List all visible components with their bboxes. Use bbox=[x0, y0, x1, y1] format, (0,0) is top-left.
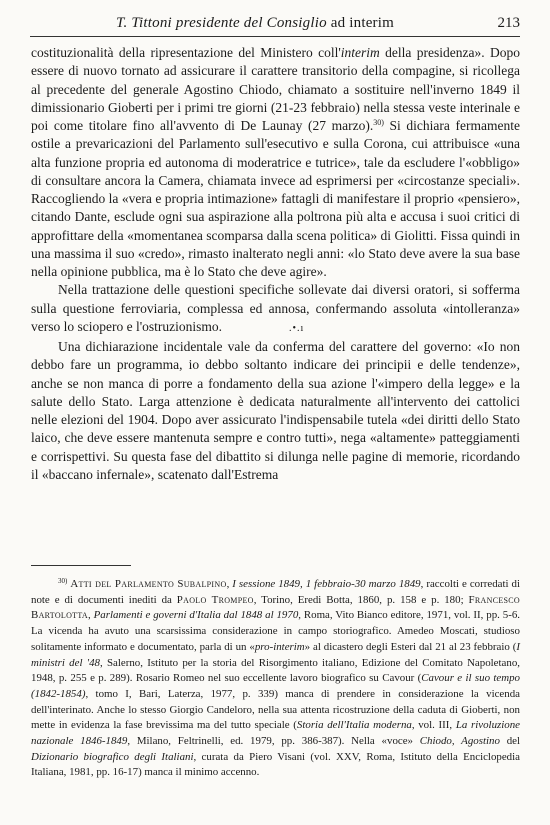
running-title bbox=[30, 15, 480, 32]
footnote-30 bbox=[31, 577, 520, 781]
fn-s6: , Torino, Eredi Botta, 1860, p. 158 e p. 180; bbox=[253, 593, 469, 606]
fn-s9: Parlamenti e governi d'Italia dal 1848 al 1970 bbox=[93, 609, 299, 622]
p1-interim: interim bbox=[340, 45, 380, 60]
running-header bbox=[30, 10, 520, 37]
footnote bbox=[31, 577, 520, 781]
fn-s2: , bbox=[226, 578, 233, 590]
p3-text: Una dichiarazione incidentale vale da conferma del carattere del governo: «Io non debbo fare un programma, io debbo soltanto indicare dei principii e delle tendenze», anche se non manca di porre a fondamento della sua azione l'«impero della legge» e la salute dello Stato. Larga attenzione è dedicata naturalmente all'intervento dei cattolici nelle elezioni del 1904. Dopo aver assicurato l'indispensabile tutela «dei diritti dello Stato laico, che deve essere mantenuta sempre e contro tutti», nega «altamente» patteggiamenti e corrispettivi. Su questa fase del dibattito si dilunga nelle pagine di memorie, ricordando il «baccano infernale», scatenato dall'Estrema bbox=[31, 339, 520, 482]
fn-s24: , curata da Piero Visani (vol. XXV, Roma, Istituto della Enciclopedia Italiana, 1981, pp. 16-17) manca il minimo accenno. bbox=[31, 750, 520, 779]
paragraph-1 bbox=[31, 44, 520, 281]
fn-s5: Paolo Trompeo bbox=[176, 593, 254, 606]
page-number: 213 bbox=[497, 15, 520, 31]
fn-s23: Dizionario biografico degli Italiani bbox=[31, 750, 194, 763]
body-text bbox=[31, 44, 520, 484]
fn-s21: Chiodo, Agostino bbox=[419, 735, 500, 748]
fn-s8: , bbox=[88, 609, 94, 622]
paragraph-3 bbox=[31, 338, 520, 484]
fn-s18: , vol. III, bbox=[411, 719, 456, 732]
paragraph-2 bbox=[31, 281, 520, 338]
p1-text-a: costituzionalità della ripresentazione del Ministero coll' bbox=[31, 45, 341, 60]
fn-s16: , tomo I, Bari, Laterza, 1977, p. 339) manca di prendere in considerazione la vicenda dell'interinato. Anche lo stesso Giorgio Candeloro, nella sua attenta ricostruzione della caduta di Gioberti, non mette in evidenza la fase brevissima ma del tutto speciale ( bbox=[31, 687, 520, 732]
footnote-rule bbox=[31, 565, 131, 566]
fn-s22: del bbox=[499, 735, 520, 748]
fn-s10: , Roma, Vito Bianco editore, 1971, vol. II, pp. 5-6. La vicenda ha avuto una scarsissima considerazione in campo storiografico. Amedeo Moscati, studioso solitamente informato e documentato, parla di un « bbox=[31, 609, 520, 653]
p2-text: Nella trattazione delle questioni specifiche sollevate dai diversi oratori, si sofferma sulla questione ferroviaria, complessa ed annosa, confermando assoluta «intolleranza» verso lo sciopero e l'ostruzionismo. bbox=[31, 282, 520, 334]
p1-text-b: della presidenza». Dopo essere di nuovo tornato ad assicurare il carattere transitorio della compagine, si ricollega al precedente del generale Agostino Chiodo, chiamato a sostituire nell'inverno 1849 il dimissionario Gioberti per i primi tre giorni (21-23 febbraio) nella stessa veste interinale e poi come titolare fino all'avvento di De Launay (27 marzo). bbox=[31, 45, 520, 133]
footnote-ref: 30) bbox=[373, 118, 384, 127]
p1-text-c: Si dichiara fermamente ostile a prevaricazioni del Parlamento sull'esecutivo e sulla Corona, cui attribuisce «una alta funzione propria ed autonoma di moderatrice e tutrice», tale da escludere l'«obbligo» di consultare ancora la Camera, chiamata invece ad esprimersi per «circostanze speciali». Raccogliendo la «vera e propria intimazione» fattagli di manifestare il proprio «pensiero», citando Dante, esclude ogni sua aspirazione alla poltrona più alta e accusa i suoi critici di approfittare della «momentanea scomparsa dalla scena politica» di Giolitti. Fissa quindi in una massima il suo «credo», rimasto inalterato negli anni: «lo Stato deve avere la sua base nella opinione pubblica, ma è lo Stato che deve agire». bbox=[31, 118, 520, 279]
fn-s13: I ministri del '48 bbox=[31, 640, 520, 669]
title-name: T. Tittoni bbox=[116, 15, 172, 31]
fn-s12: » al dicastero degli Esteri dal 21 al 23 febbraio ( bbox=[304, 640, 517, 653]
fn-s4: , raccolti e corredati di note e di documenti inediti da bbox=[31, 578, 521, 606]
fn-s1: Atti del Parlamento Subalpino bbox=[70, 578, 227, 590]
fn-s3: I sessione 1849, 1 febbraio-30 marzo 1849 bbox=[232, 578, 421, 590]
fn-s20: , Milano, Feltrinelli, ed. 1979, pp. 386-387). Nella «voce» bbox=[127, 735, 420, 748]
footnote-number: 30) bbox=[58, 577, 68, 585]
fn-s11: pro-interim bbox=[254, 640, 305, 653]
fn-s15: Cavour e il suo tempo (1842-1854) bbox=[31, 672, 520, 700]
fn-s7: Francesco Bartolotta bbox=[31, 593, 520, 622]
title-role: presidente del Consiglio bbox=[171, 15, 327, 31]
fn-s14: , Salerno, Istituto per la storia del Risorgimento italiano, Edizione del Comitato Napoletano, 1948, p. 255 e p. 289). Rosario Romeo nel suo eccellente lavoro biografico su Cavour ( bbox=[31, 656, 520, 685]
margin-mark: .•.ı bbox=[289, 322, 305, 334]
fn-s19: La rivoluzione nazionale 1846-1849 bbox=[31, 719, 521, 748]
title-suffix: ad interim bbox=[326, 15, 394, 31]
fn-s17: Storia dell'Italia moderna bbox=[296, 719, 412, 732]
